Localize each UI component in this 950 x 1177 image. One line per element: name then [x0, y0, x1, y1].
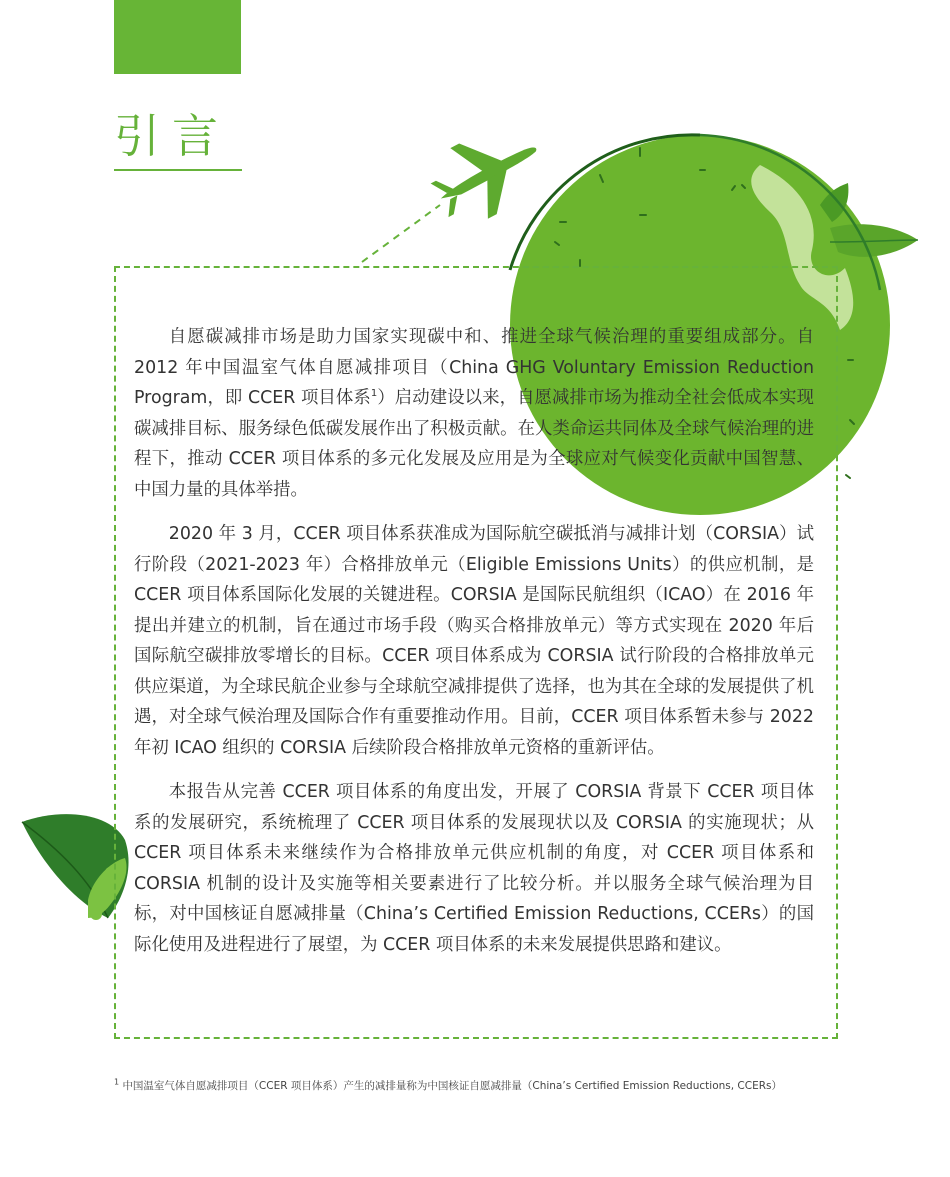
footnote: [114, 1078, 844, 1094]
flight-path: [362, 205, 440, 262]
leaf-icon: [22, 814, 129, 920]
page-title: 引言: [114, 109, 230, 163]
footnote-ref: 1: [370, 388, 378, 400]
paragraph-2: 2020 年 3 月，CCER 项目体系获准成为国际航空碳抵消与减排计划（CORSIA）试行阶段（2021-2023 年）合格排放单元（Eligible Emissions Units）的供应机制，是 CCER 项目体系国际化发展的关键进程。CORSIA 是国际民航组织（ICAO）在 2016 年提出并建立的机制，旨在通过市场手段（购买合格排放单元）等方式实现在 2020 年后国际航空碳排放零增长的目标。CCER 项目体系成为 CORSIA 试行阶段的合格排放单元供应渠道，为全球民航企业参与全球航空减排提供了选择，也为其在全球的发展提供了机遇，对全球气候治理及国际合作有重要推动作用。目前，CCER 项目体系暂未参与 2022 年初 ICAO 组织的 CORSIA 后续阶段合格排放单元资格的重新评估。: [134, 524, 814, 758]
body-text: [134, 322, 814, 974]
footnote-mark: 1: [114, 1077, 120, 1087]
paragraph-3: 本报告从完善 CCER 项目体系的角度出发，开展了 CORSIA 背景下 CCER 项目体系的发展研究，系统梳理了 CCER 项目体系的发展现状以及 CORSIA 的实施现状；从 CCER 项目体系未来继续作为合格排放单元供应机制的角度，对 CCER 项目体系和 CORSIA 机制的设计及实施等相关要素进行了比较分析。并以服务全球气候治理为目标，对中国核证自愿减排量（China’s Certified Emission Reductions, CCERs）的国际化使用及进程进行了展望，为 CCER 项目体系的未来发展提供思路和建议。: [134, 782, 814, 955]
paragraph-1: 自愿碳减排市场是助力国家实现碳中和、推进全球气候治理的重要组成部分。自 2012 年中国温室气体自愿减排项目（China GHG Voluntary Emission Reduction Program，即 CCER 项目体系$^1$）启动建设以来，自愿减排市场为推动全社会低成本实现碳减排目标、服务绿色低碳发展作出了积极贡献。在人类命运共同体及全球气候治理的进程下，推动 CCER 项目体系的多元化发展及应用是为全球应对气候变化贡献中国智慧、中国力量的具体举措。: [134, 327, 814, 500]
footnote-text: 中国温室气体自愿减排项目（CCER 项目体系）产生的减排量称为中国核证自愿减排量（China’s Certified Emission Reductions, CCERs）: [122, 1080, 782, 1092]
